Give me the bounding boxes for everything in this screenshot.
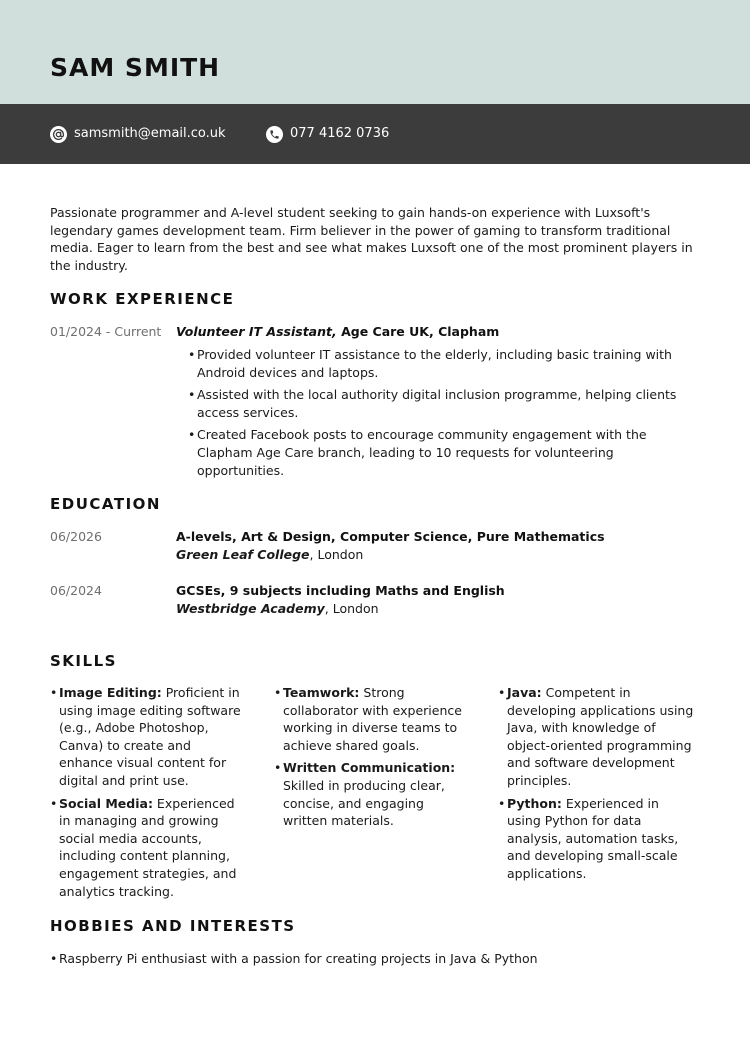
list-item: • Created Facebook posts to encourage community engagement with the Clapham Age Care branch, leading to 10 requests for volunteering opportunities. [188,426,703,479]
list-item: • Provided volunteer IT assistance to the elderly, including basic training with Android devices and laptops. [188,346,703,381]
education-heading: EDUCATION [50,495,161,513]
institution-name: Westbridge Academy [176,601,325,616]
skill-item [498,684,694,790]
qualification-subjects: , 9 subjects including Maths and English [220,583,505,598]
skill-item [274,684,470,754]
job-employer: Age Care UK, Clapham [336,324,500,339]
work-experience-heading: WORK EXPERIENCE [50,290,235,308]
skill-name: Java: [507,685,542,700]
email-contact[interactable] [50,124,226,144]
skills-column-2 [274,684,470,835]
education-qualification [176,582,505,600]
list-item: • Raspberry Pi enthusiast with a passion for creating projects in Java & Python [50,950,710,968]
qualification-subjects: , Art & Design, Computer Science, Pure Mathematics [231,529,605,544]
skill-description: Proficient in using image editing software (e.g., Adobe Photoshop, Canva) to create and enhance visual content for digital and print use. [59,685,241,788]
institution-location: , London [309,547,364,562]
name-banner [0,0,750,104]
email-text: samsmith@email.co.uk [74,126,226,141]
institution-name: Green Leaf College [176,547,310,562]
work-entry-title [176,323,499,341]
contact-bar [0,104,750,164]
qualification-name: GCSEs [176,583,221,598]
hobbies-list [50,950,710,968]
qualification-name: A-levels [176,529,232,544]
skill-name: Python: [507,795,562,811]
education-institution [176,600,379,618]
education-qualification [176,528,605,546]
phone-icon [266,126,283,143]
skill-description: Strong collaborator with experience working in diverse teams to achieve shared goals. [283,685,462,753]
at-icon [50,126,67,143]
skill-item [274,759,470,829]
profile-summary: Passionate programmer and A-level student seeking to gain hands-on experience with Luxsoft's legendary games development team. Firm believer in the power of gaming to transform traditional media. Eager to learn from the best and see what makes Luxsoft one of the most prominent players in the industry. [50,205,693,273]
skills-column-3 [498,684,694,888]
institution-location: , London [324,601,379,616]
education-date: 06/2026 [50,529,102,544]
skill-name: Social Media: [59,795,153,811]
hobbies-heading: HOBBIES AND INTERESTS [50,917,296,935]
skill-name: Written Communication: [283,760,456,776]
skill-description: Skilled in producing clear, concise, and engaging written materials. [283,777,445,829]
work-date: 01/2024 - Current [50,324,162,339]
skills-heading: SKILLS [50,652,117,670]
education-institution [176,546,363,564]
phone-text: 077 4162 0736 [290,126,390,141]
skill-item [50,684,246,790]
skill-item [50,795,246,901]
education-date: 06/2024 [50,583,102,598]
work-duties-list [188,346,703,484]
skill-description: Experienced in managing and growing social media accounts, including content planning, engagement strategies, and analytics tracking. [59,795,237,899]
skill-description: Experienced in using Python for data analysis, automation tasks, and developing small-scale applications. [507,795,679,881]
list-item: • Assisted with the local authority digital inclusion programme, helping clients access services. [188,386,703,421]
candidate-name: SAM SMITH [50,53,221,82]
phone-contact[interactable] [266,124,389,144]
skill-description: Competent in developing applications using Java, with knowledge of object-oriented programming and software development principles. [507,685,694,788]
skill-name: Image Editing: [59,685,162,700]
job-role: Volunteer IT Assistant, [176,324,337,339]
skills-column-1 [50,684,246,905]
skill-item [498,795,694,883]
skill-name: Teamwork: [283,685,360,700]
